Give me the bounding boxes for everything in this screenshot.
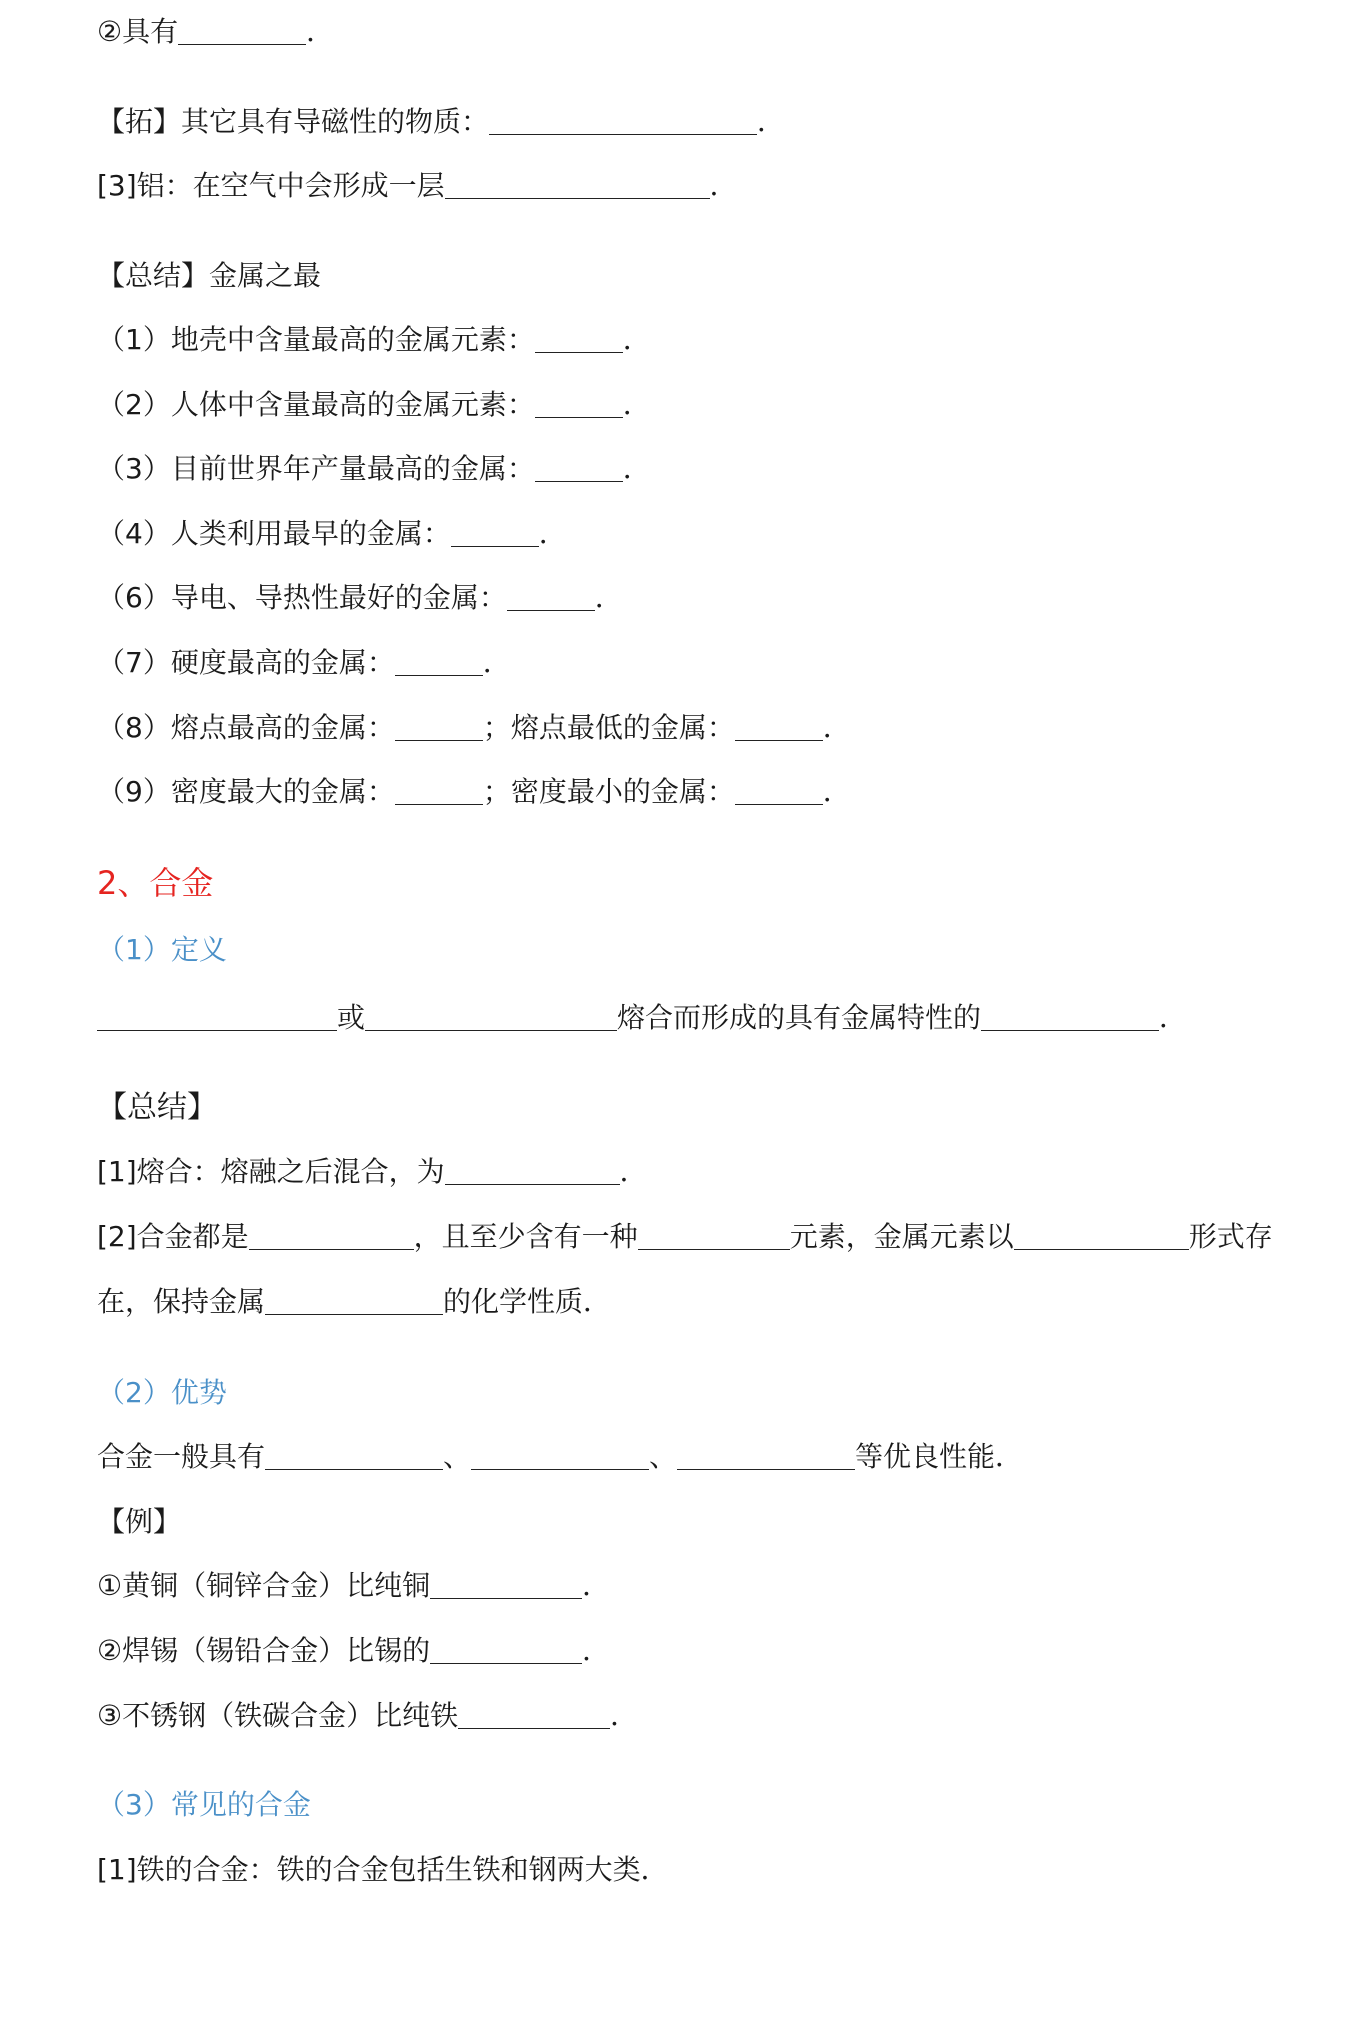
answer-blank[interactable]: [535, 391, 623, 418]
answer-blank[interactable]: [451, 520, 539, 547]
answer-blank[interactable]: [677, 1443, 855, 1470]
subheading-common-alloys: [97, 1785, 311, 1825]
text: ．: [622, 452, 651, 485]
text: （3）常见的合金: [97, 1788, 311, 1821]
line-crust-metal: [97, 320, 651, 360]
answer-blank[interactable]: [430, 1572, 582, 1599]
line-melting-point: [97, 708, 851, 748]
text: （3）目前世界年产量最高的金属：: [97, 452, 535, 485]
line-alloy-composition: [97, 1217, 1273, 1257]
text: ．: [610, 1699, 639, 1732]
text: ．: [1159, 1001, 1188, 1034]
text: ．: [709, 169, 738, 202]
text: 、: [443, 1440, 472, 1473]
text: ；密度最小的金属：: [482, 775, 735, 808]
line-production-metal: [97, 449, 651, 489]
answer-blank[interactable]: [735, 778, 823, 805]
subheading-advantages: [97, 1373, 227, 1413]
answer-blank[interactable]: [445, 1158, 620, 1185]
text: ．: [594, 581, 623, 614]
line-density: [97, 772, 851, 812]
text: ．: [582, 1634, 611, 1667]
line-definition: [97, 998, 1187, 1038]
text: 等优良性能．: [855, 1440, 1024, 1473]
text: ．: [619, 1155, 648, 1188]
answer-blank[interactable]: [489, 108, 757, 135]
text: 【总结】金属之最: [97, 259, 322, 292]
answer-blank[interactable]: [458, 1702, 610, 1729]
text: 【例】: [97, 1505, 182, 1538]
text: （1）地壳中含量最高的金属元素：: [97, 323, 535, 356]
text: [2]合金都是: [97, 1220, 249, 1253]
line-magnetic-materials: [97, 102, 785, 142]
text: 或: [337, 1001, 366, 1034]
answer-blank[interactable]: [471, 1443, 649, 1470]
text: 的化学性质．: [443, 1285, 612, 1318]
text: ．: [757, 105, 786, 138]
answer-blank[interactable]: [535, 326, 623, 353]
line-aluminum: [97, 166, 738, 206]
text: ．: [306, 15, 335, 48]
line-brass: [97, 1566, 610, 1606]
answer-blank[interactable]: [981, 1004, 1159, 1031]
line-solder: [97, 1631, 610, 1671]
text: 【拓】其它具有导磁性的物质：: [97, 105, 490, 138]
text: ，且至少含有一种: [413, 1220, 638, 1253]
answer-blank[interactable]: [507, 584, 595, 611]
text: ③不锈钢（铁碳合金）比纯铁: [97, 1699, 459, 1732]
text: [1]熔合：熔融之后混合，为: [97, 1155, 445, 1188]
example-heading: [97, 1502, 181, 1542]
answer-blank[interactable]: [535, 455, 623, 482]
answer-blank[interactable]: [638, 1223, 790, 1250]
answer-blank[interactable]: [430, 1637, 582, 1664]
answer-blank[interactable]: [445, 172, 710, 199]
text: [3]铝：在空气中会形成一层: [97, 169, 445, 202]
section-heading-alloy: [97, 863, 213, 903]
answer-blank[interactable]: [249, 1223, 414, 1250]
text: 2、合金: [97, 864, 214, 902]
text: 形式存: [1188, 1220, 1273, 1253]
text: ②具有: [97, 15, 179, 48]
answer-blank[interactable]: [365, 1004, 617, 1031]
text: 、: [649, 1440, 678, 1473]
text: （6）导电、导热性最好的金属：: [97, 581, 507, 614]
text: 元素，金属元素以: [789, 1220, 1014, 1253]
text: ．: [822, 775, 851, 808]
subheading-definition: [97, 930, 227, 970]
text: 熔合而形成的具有金属特性的: [617, 1001, 982, 1034]
answer-blank[interactable]: [735, 714, 823, 741]
text: （8）熔点最高的金属：: [97, 711, 395, 744]
line-alloy-continued: [97, 1282, 611, 1322]
text: ①黄铜（铜锌合金）比纯铜: [97, 1569, 431, 1602]
line-body-metal: [97, 385, 651, 425]
text: （1）定义: [97, 933, 227, 966]
answer-blank[interactable]: [1014, 1223, 1189, 1250]
text: （2）优势: [97, 1376, 227, 1409]
text: ．: [622, 388, 651, 421]
text: 合金一般具有: [97, 1440, 266, 1473]
text: 在，保持金属: [97, 1285, 266, 1318]
summary-heading: [97, 1088, 217, 1128]
text: ．: [582, 1569, 611, 1602]
text: ；熔点最低的金属：: [482, 711, 735, 744]
text: （9）密度最大的金属：: [97, 775, 395, 808]
answer-blank[interactable]: [265, 1443, 443, 1470]
text: （7）硬度最高的金属：: [97, 646, 395, 679]
answer-blank[interactable]: [395, 714, 483, 741]
text: ②焊锡（锡铅合金）比锡的: [97, 1634, 431, 1667]
line-conductive-metal: [97, 578, 623, 618]
text: ．: [538, 517, 567, 550]
answer-blank[interactable]: [97, 1004, 337, 1031]
text: 【总结】: [97, 1090, 217, 1125]
line-advantages: [97, 1437, 1023, 1477]
text: （2）人体中含量最高的金属元素：: [97, 388, 535, 421]
text: [1]铁的合金：铁的合金包括生铁和钢两大类．: [97, 1853, 669, 1886]
line-hardest-metal: [97, 643, 511, 683]
summary-heading-metals: [97, 256, 321, 296]
answer-blank[interactable]: [265, 1288, 443, 1315]
line-earliest-metal: [97, 514, 567, 554]
text: （4）人类利用最早的金属：: [97, 517, 451, 550]
answer-blank[interactable]: [395, 778, 483, 805]
answer-blank[interactable]: [178, 18, 306, 45]
line-stainless-steel: [97, 1696, 638, 1736]
line-iron-alloys: [97, 1850, 669, 1890]
line-property-2: [97, 12, 334, 52]
text: ．: [822, 711, 851, 744]
text: ．: [482, 646, 511, 679]
answer-blank[interactable]: [395, 649, 483, 676]
text: ．: [622, 323, 651, 356]
line-fusion: [97, 1152, 648, 1192]
